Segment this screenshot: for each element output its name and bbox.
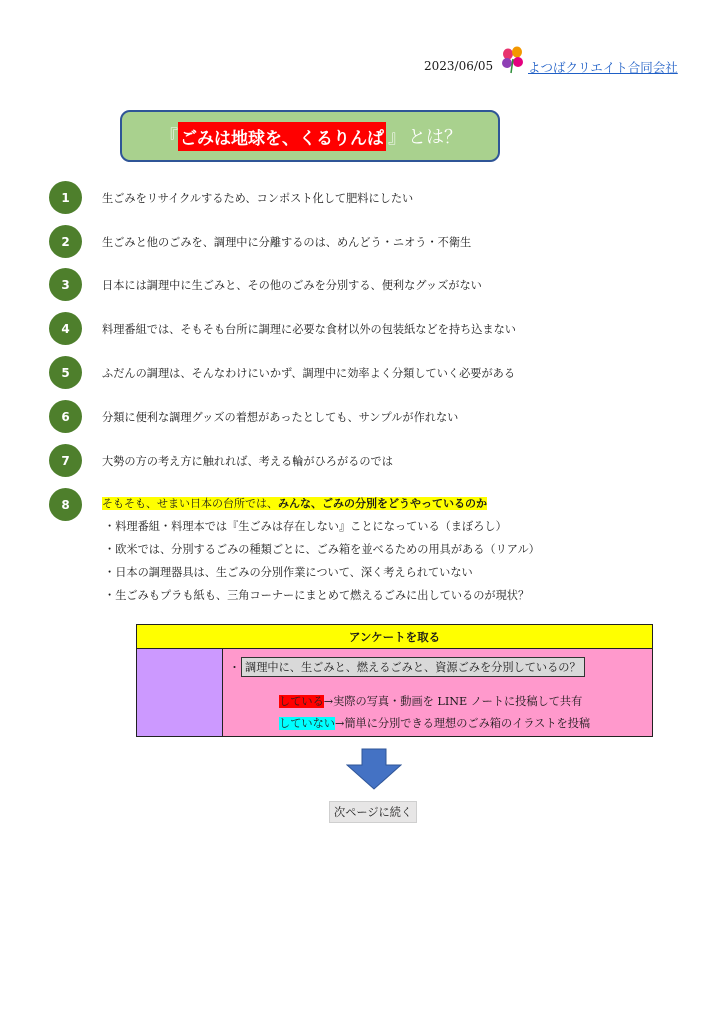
list-item: 生ごみをリサイクルするため、コンポスト化して肥料にしたい bbox=[102, 192, 414, 205]
survey-answer-yes bbox=[279, 693, 582, 709]
survey-answer-no bbox=[279, 715, 590, 731]
item8-sub: ・料理番組・料理本では『生ごみは存在しない』ことになっている（まぼろし） bbox=[104, 520, 507, 533]
title-open-bracket: 『 bbox=[160, 127, 178, 148]
item8-heading bbox=[102, 495, 487, 511]
number-badge: 5 bbox=[49, 356, 82, 389]
title-highlight: ごみは地球を、くるりんぱ bbox=[178, 122, 386, 151]
survey-left-cell bbox=[137, 649, 223, 736]
answer-no-tag: していない bbox=[279, 717, 335, 730]
list-item: 日本には調理中に生ごみと、その他のごみを分別する、便利なグッズがない bbox=[102, 279, 482, 292]
company-name-link[interactable]: よつばクリエイト合同会社 bbox=[528, 60, 678, 75]
answer-yes-text: →実際の写真・動画を LINE ノートに投稿して共有 bbox=[323, 695, 583, 708]
answer-no-text: →簡単に分別できる理想のごみ箱のイラストを投稿 bbox=[334, 717, 591, 730]
down-arrow-icon bbox=[346, 748, 402, 790]
document-date: 2023/06/05 bbox=[424, 59, 494, 73]
title-suffix: とは？ bbox=[408, 127, 462, 148]
item8-sub: ・欧米では、分別するごみの種類ごとに、ごみ箱を並べるための用具がある（リアル） bbox=[104, 543, 540, 556]
item8-bold: みんな、ごみの分別をどうやっているのか bbox=[278, 497, 487, 510]
number-badge: 3 bbox=[49, 268, 82, 301]
survey-question: 調理中に、生ごみと、燃えるごみと、資源ごみを分別しているの？ bbox=[241, 657, 585, 677]
title-close-bracket: 』 bbox=[388, 127, 406, 148]
number-badge: 1 bbox=[49, 181, 82, 214]
number-badge: 8 bbox=[49, 488, 82, 521]
continue-label: 次ページに続く bbox=[329, 801, 417, 823]
list-item: 大勢の方の考え方に触れれば、考える輪がひろがるのでは bbox=[102, 455, 393, 468]
list-item: 生ごみと他のごみを、調理中に分離するのは、めんどう・ニオう・不衛生 bbox=[102, 236, 472, 249]
item8-sub: ・日本の調理器具は、生ごみの分別作業について、深く考えられていない bbox=[104, 566, 473, 579]
answer-yes-tag: している bbox=[279, 695, 324, 708]
list-item: ふだんの調理は、そんなわけにいかず、調理中に効率よく分類していく必要がある bbox=[102, 367, 516, 380]
survey-header: アンケートを取る bbox=[137, 625, 652, 649]
number-badge: 6 bbox=[49, 400, 82, 433]
number-badge: 4 bbox=[49, 312, 82, 345]
survey-right-cell bbox=[223, 649, 652, 736]
survey-bullet: ・ bbox=[229, 661, 240, 674]
list-item: 料理番組では、そもそも台所に調理に必要な食材以外の包装紙などを持ち込まない bbox=[102, 323, 516, 336]
item8-sub: ・生ごみもプラも紙も、三角コーナーにまとめて燃えるごみに出しているのが現状？ bbox=[104, 589, 530, 602]
item8-lead: そもそも、せまい日本の台所では、 bbox=[102, 497, 278, 510]
number-badge: 2 bbox=[49, 225, 82, 258]
list-item: 分類に便利な調理グッズの着想があったとしても、サンプルが作れない bbox=[102, 411, 459, 424]
survey-table bbox=[136, 624, 653, 737]
number-badge: 7 bbox=[49, 444, 82, 477]
clover-logo-icon bbox=[498, 44, 528, 74]
title-box bbox=[120, 110, 500, 162]
